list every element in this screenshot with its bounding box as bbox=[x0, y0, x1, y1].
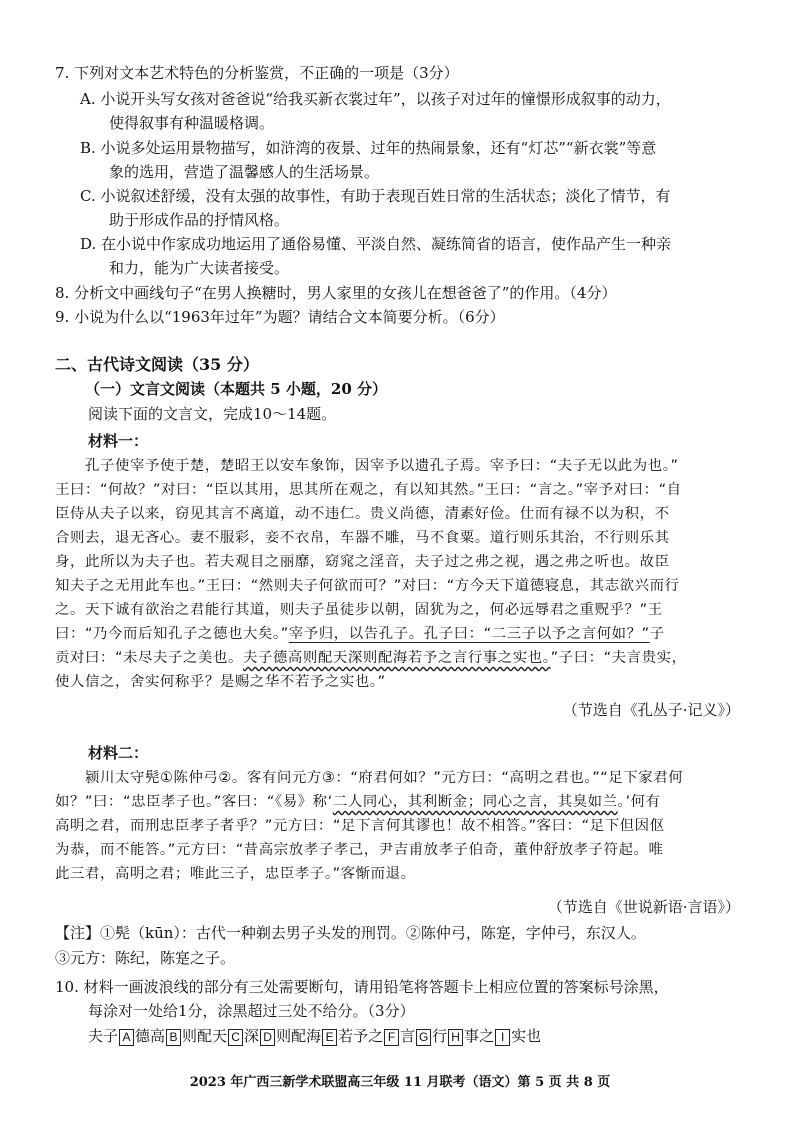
material-1-label: 材料一： bbox=[88, 432, 149, 450]
material-2-line bbox=[55, 791, 661, 813]
seq-text: 若予之 bbox=[338, 1027, 384, 1045]
q7-option-d-cont: 和力，能为广大读者接受。 bbox=[109, 259, 290, 277]
note-line: ③元方：陈纪，陈寔之子。 bbox=[55, 949, 236, 967]
seq-text: 则配天 bbox=[182, 1027, 228, 1045]
q7-option-a: A. 小说开头写女孩对爸爸说“给我买新衣裳过年”，以孩子对过年的憧憬形成叙事的动力， bbox=[80, 90, 671, 108]
answer-box-e[interactable]: E bbox=[322, 1029, 337, 1046]
material-2-source: （节选自《世说新语·言语》） bbox=[547, 898, 740, 916]
section-title: 二、古代诗文阅读（35 分） bbox=[55, 355, 259, 374]
material-1-line bbox=[55, 623, 665, 645]
q7-option-c-cont: 助于形成作品的抒情风格。 bbox=[109, 211, 290, 229]
seq-text: 实也 bbox=[511, 1027, 542, 1045]
material-1-line: 使人信之，舍实何称乎？是赐之华不若予之实也。” bbox=[55, 674, 386, 690]
q10-stem: 10. 材料一画波浪线的部分有三处需要断句，请用铅笔将答题卡上相应位置的答案标号涂黑， bbox=[55, 978, 669, 996]
answer-box-g[interactable]: G bbox=[416, 1029, 431, 1046]
answer-box-i[interactable]: I bbox=[495, 1029, 510, 1046]
q7-option-d: D. 在小说中作家成功地运用了通俗易懂、平淡自然、凝练简省的语言，使作品产生一种亲 bbox=[80, 235, 672, 253]
material-1-line: 身，此所以为夫子也。若夫观目之丽靡，窈窕之淫音，夫子过之弗之视，遇之弗之听也。故臣 bbox=[55, 554, 670, 570]
material-1-line: 王曰：“何故？”对曰：“臣以其用，思其所在观之，有以知其然。”王曰：“言之。”宰予对曰：“自 bbox=[55, 482, 682, 498]
answer-box-h[interactable]: H bbox=[448, 1029, 463, 1046]
q7-stem: 7. 下列对文本艺术特色的分析鉴赏，不正确的一项是（3分） bbox=[55, 64, 459, 82]
material-1-line: 臣侍从夫子以来，窃见其言不离道，动不违仁。贵义尚德，清素好俭。仕而有禄不以为积，不 bbox=[55, 506, 670, 522]
material-2-text: 如？”曰：“忠臣孝子也。”客曰：“《易》称‘ bbox=[55, 794, 333, 810]
seq-text: 行 bbox=[432, 1027, 448, 1045]
material-1-text: 曰：“乃今而后知孔子之德也大矣。” bbox=[55, 626, 289, 642]
material-1-text: 子 bbox=[649, 626, 665, 642]
q8: 8. 分析文中画线句子“在男人换糖时，男人家里的女孩儿在想爸爸了”的作用。（4分） bbox=[55, 284, 617, 302]
material-1-text: 贡对曰：“未尽夫子之美也。 bbox=[55, 650, 243, 666]
answer-box-b[interactable]: B bbox=[166, 1029, 181, 1046]
material-2-text: 。’何有 bbox=[617, 794, 661, 810]
q10-answer-sequence bbox=[88, 1025, 541, 1047]
answer-box-a[interactable]: A bbox=[119, 1029, 134, 1046]
q10-stem-cont: 每涂对一处给1分，涂黑超过三处不给分。（3分） bbox=[88, 1002, 415, 1020]
material-2-line: 此三君，高明之君；唯此三子，忠臣孝子。”客惭而退。 bbox=[55, 866, 416, 882]
q9: 9. 小说为什么以“1963年过年”为题？请结合文本简要分析。（6分） bbox=[55, 308, 505, 326]
q7-option-b-cont: 象的选用，营造了温馨感人的生活场景。 bbox=[109, 163, 380, 181]
seq-text: 事之 bbox=[464, 1027, 495, 1045]
seq-text: 则配海 bbox=[276, 1027, 322, 1045]
seq-text: 深 bbox=[244, 1027, 260, 1045]
material-1-text: ”子曰：“夫言贵实， bbox=[550, 650, 687, 666]
material-1-line: 合则去，退无吝心。妻不服彩，妾不衣帛，车器不雕，马不食粟。道行则乐其治，不行则乐其 bbox=[55, 530, 670, 546]
note-line: 【注】①髡（kūn）：古代一种剃去男子头发的刑罚。②陈仲弓，陈寔，字仲弓，东汉人。 bbox=[55, 924, 646, 942]
section-intro: 阅读下面的文言文，完成10～14题。 bbox=[88, 405, 337, 423]
material-1-source: （节选自《孔丛子·记义》） bbox=[562, 701, 740, 719]
q7-option-a-cont: 使得叙事有种温暖格调。 bbox=[109, 114, 275, 132]
q7-option-b: B. 小说多处运用景物描写，如浒湾的夜景、过年的热闹景象，还有“灯芯”“新衣裳”等意 bbox=[80, 139, 657, 157]
material-2-line: 为恭，而不能答。”元方曰：“昔高宗放孝子孝己，尹吉甫放孝子伯奇，董仲舒放孝子符起。唯 bbox=[55, 842, 664, 858]
answer-box-d[interactable]: D bbox=[260, 1029, 275, 1046]
material-1-line bbox=[55, 647, 687, 669]
page-footer: 2023 年广西三新学术联盟高三年级 11 月联考（语文）第 5 页 共 8 页 bbox=[189, 1075, 611, 1090]
material-1-line: 知夫子之无用此车也。”王曰：“然则夫子何欲而可？”对曰：“方今天下道德寝息，其志欲兴而行 bbox=[55, 578, 680, 594]
wavy-underlined-quote: 二人同心，其利断金；同心之言，其臭如兰 bbox=[332, 794, 618, 810]
answer-box-f[interactable]: F bbox=[384, 1029, 399, 1046]
seq-text: 言 bbox=[400, 1027, 416, 1045]
answer-box-c[interactable]: C bbox=[228, 1029, 243, 1046]
material-1-line: 之。天下诚有欲治之君能行其道，则夫子虽徒步以朝，固犹为之，何必远辱君之重贶乎？”王 bbox=[55, 602, 663, 618]
material-1-line: 孔子使宰予使于楚，楚昭王以安车象饰，因宰予以遗孔子焉。宰予曰：“夫子无以此为也。” bbox=[85, 458, 679, 474]
seq-text: 德高 bbox=[135, 1027, 166, 1045]
q7-option-c: C. 小说叙述舒缓，没有太强的故事性，有助于表现百姓日常的生活状态；淡化了情节，有 bbox=[80, 187, 671, 205]
subsection-title: （一）文言文阅读（本题共 5 小题，20 分） bbox=[85, 380, 387, 398]
material-2-line: 颍川太守髡①陈仲弓②。客有问元方③：“府君何如？”元方曰：“高明之君也。”“足下家君何 bbox=[85, 770, 684, 786]
material-2-label: 材料二： bbox=[88, 744, 149, 762]
seq-text: 夫子 bbox=[88, 1027, 119, 1045]
material-2-line: 高明之君，而刑忠臣孝子者乎？”元方曰：“足下言何其谬也！故不相答。”客曰：“足下但因伛 bbox=[55, 818, 665, 834]
underlined-sentence: 宰予归，以告孔子。孔子曰：“二三子以予之言何如？” bbox=[288, 626, 650, 642]
wavy-underlined-sentence: 夫子德高则配天深则配海若予之言行事之实也。 bbox=[242, 650, 551, 666]
